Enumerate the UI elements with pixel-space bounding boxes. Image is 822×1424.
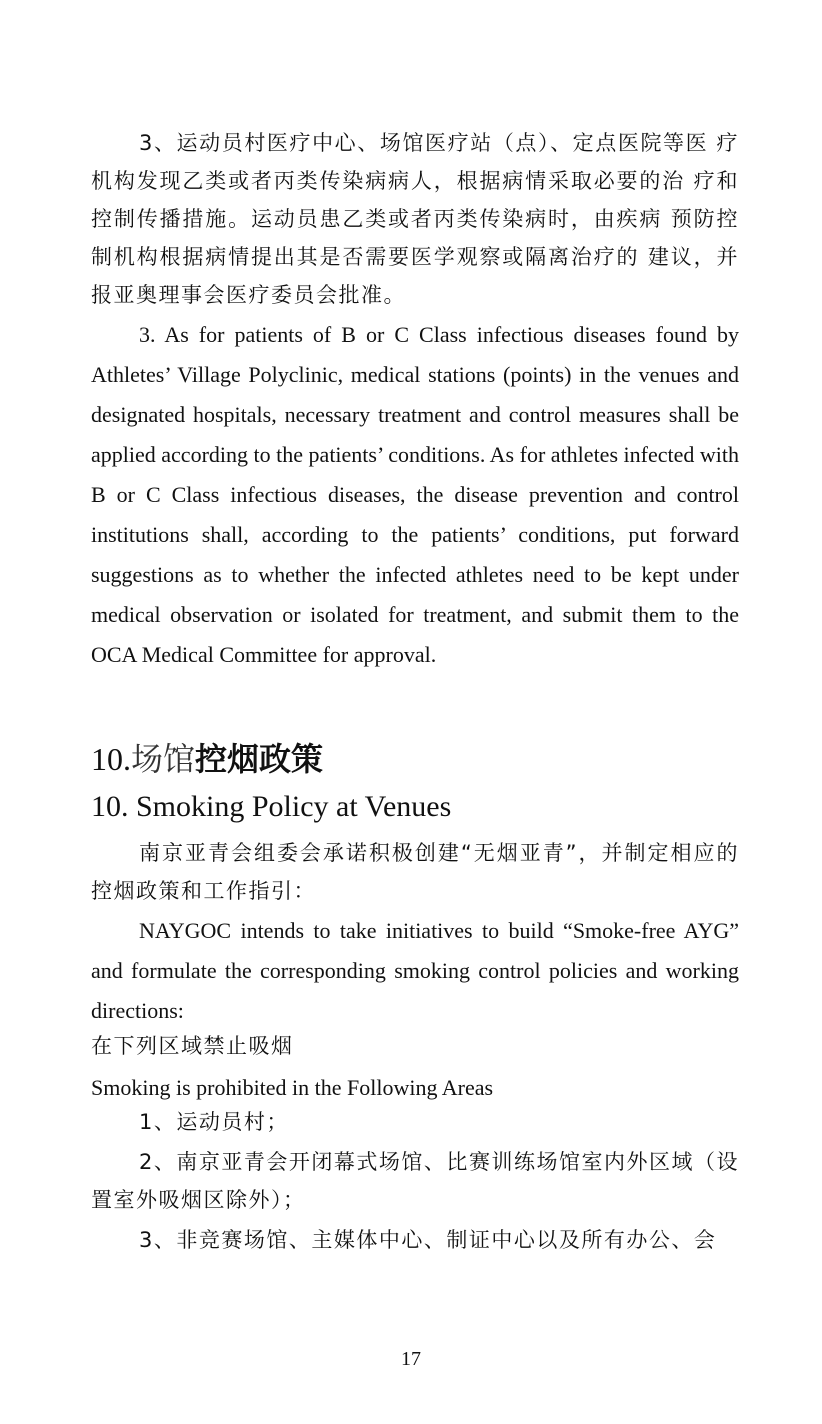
intro-chinese-paragraph: 南京亚青会组委会承诺积极创建“无烟亚青”，并制定相应的控烟政策和工作指引： <box>91 841 739 903</box>
areas-heading-chinese: 在下列区域禁止吸烟 <box>91 1034 294 1058</box>
intro-english-paragraph: NAYGOC intends to take initiatives to build “Smoke-free AYG” and formulate the corresponding smoking control policies and working directions: <box>91 918 739 1023</box>
item3-english-paragraph: 3. As for patients of B or C Class infectious diseases found by Athletes’ Village Polyclinic, medical stations (points) in the venues and designated hospitals, necessary treatment and control measures shall be applied according to the patients’ conditions. As for athletes infected with B or C Class infectious diseases, the disease prevention and control institutions shall, according to the patients’ conditions, put forward suggestions as to whether the infected athletes need to be kept under medical observation or isolated for treatment, and submit them to the OCA Medical Committee for approval. <box>91 322 739 667</box>
item3-chinese-paragraph: 3、运动员村医疗中心、场馆医疗站（点）、定点医院等医 疗机构发现乙类或者丙类传染病病人，根据病情采取必要的治 疗和控制传播措施。运动员患乙类或者丙类传染病时，由疾病 预防控制机构根据病情提出其是否需要医学观察或隔离治疗的 建议，并报亚奥理事会医疗委员会批准。 <box>91 131 739 307</box>
section9-item3 <box>91 124 739 675</box>
section10-heading-number: 10. <box>91 741 131 777</box>
section10-heading-part2: 控烟政策 <box>195 740 324 778</box>
area-item-3: 3、非竞赛场馆、主媒体中心、制证中心以及所有办公、会 <box>139 1228 717 1252</box>
section10-body <box>91 834 739 1259</box>
section10-heading-chinese <box>91 737 323 781</box>
areas-heading-english: Smoking is prohibited in the Following Areas <box>91 1075 494 1100</box>
area-item-2: 2、南京亚青会开闭幕式场馆、比赛训练场馆室内外区域（设 置室外吸烟区除外）； <box>91 1150 739 1212</box>
section10-heading-english: 10. Smoking Policy at Venues <box>91 790 452 823</box>
section10-heading-part1: 场馆 <box>131 740 196 778</box>
area-item-1: 1、运动员村； <box>139 1110 289 1134</box>
page-number: 17 <box>401 1348 421 1370</box>
